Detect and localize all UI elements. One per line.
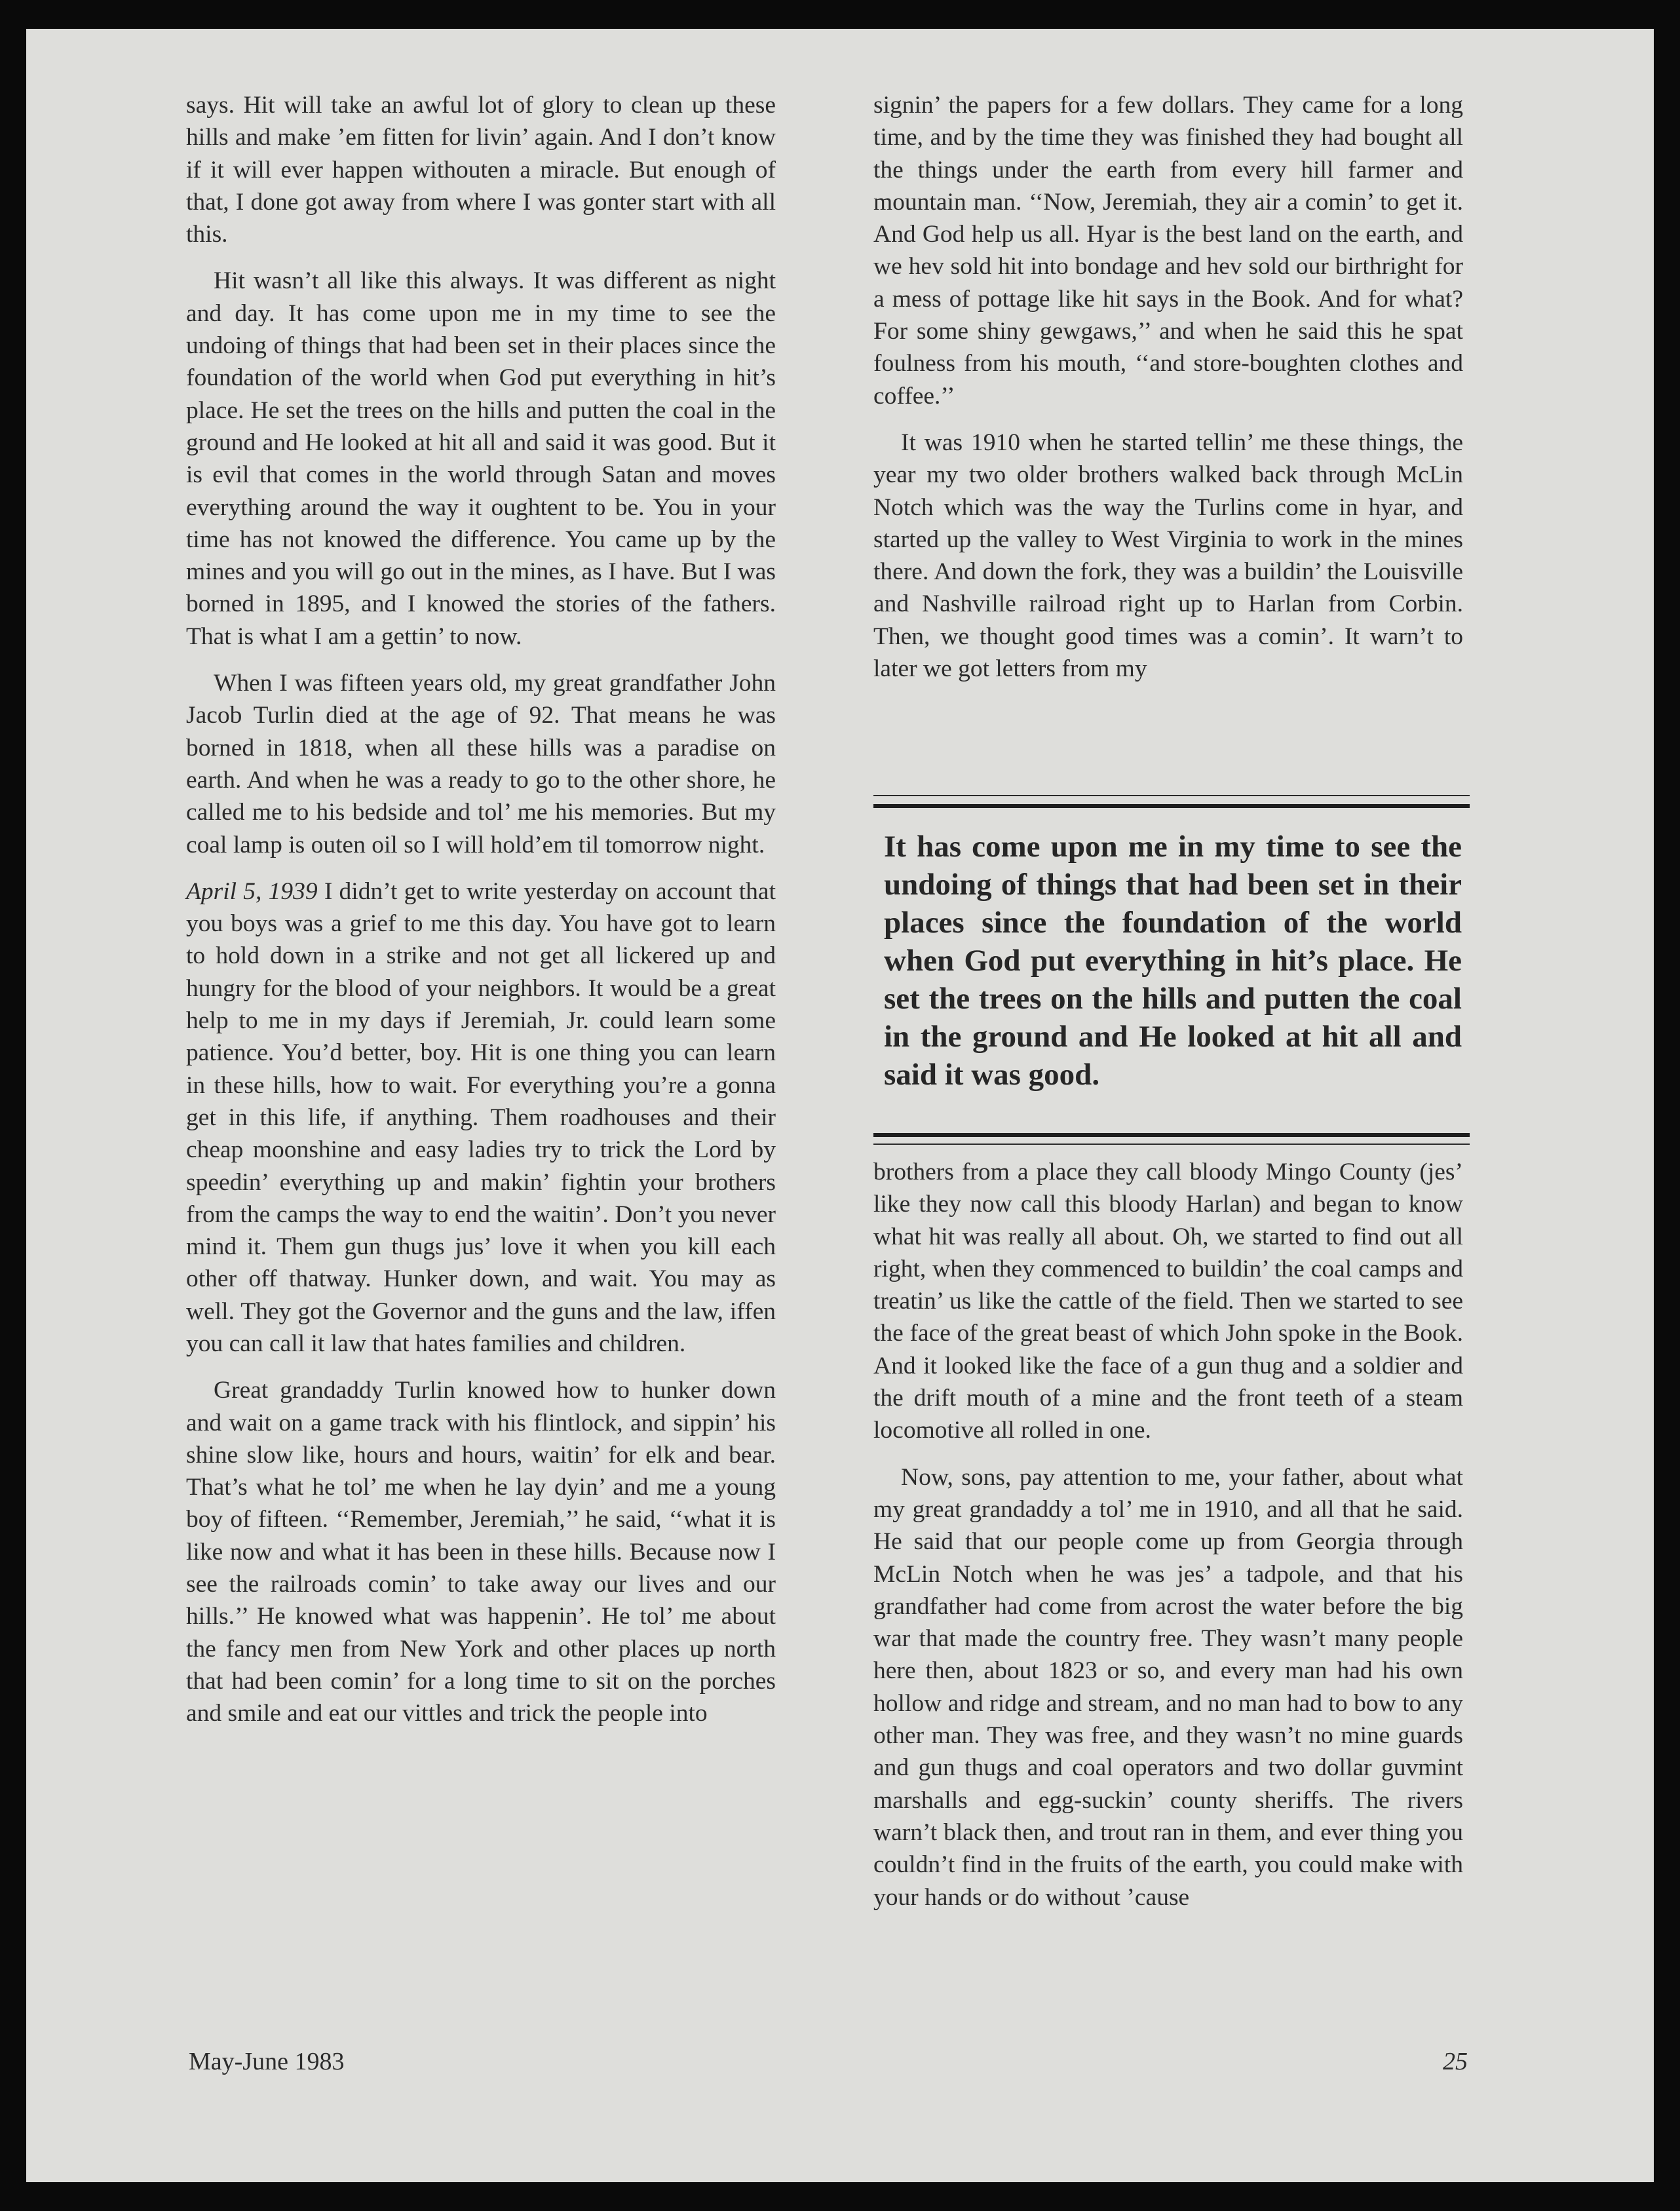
magazine-page [26, 29, 1654, 2182]
pull-quote-box [873, 795, 1470, 1145]
paragraph: When I was fifteen years old, my great grandfather John Jacob Turlin died at the age of 92. That means he was borned in 1818, when all these hills was a paradise on earth. And when he was a ready to go to the other shore, he called me to his bedside and tol’ me his memories. But my coal lamp is outen oil so I will hold’em til tomorrow night. [186, 670, 776, 858]
paragraph: Great grandaddy Turlin knowed how to hunker down and wait on a game track with his flintlock, and sippin’ his shine slow like, hours and hours, waitin’ for elk and bear. That’s what he tol’ me when he lay dyin’ and me a young boy of fifteen. ‘‘Remember, Jeremiah,’’ he said, ‘‘what it is like now and what it has been in these hills. Because now I see the railroads comin’ to take away our lives and our hills.’’ He knowed what was happenin’. He tol’ me about the fancy men from New York and other places up north that had been comin’ for a long time to sit on the porches and smile and eat our vittles and trick the people into [186, 1377, 776, 1727]
pull-quote-text: It has come upon me in my time to see the undoing of things that had been set in their places since the foundation of the world when God put everything in hit’s place. He set the trees on the hills and putten the coal in the ground and He looked at hit all and said it was good. [884, 830, 1462, 1092]
right-column-top [873, 89, 1463, 699]
paragraph: signin’ the papers for a few dollars. They came for a long time, and by the time they was finished they had bought all the things under the earth from every hill farmer and mountain man. ‘‘Now, Jeremiah, they air a comin’ to get it. And God help us all. Hyar is the best land on the earth, and we hev sold hit into bondage and hev sold our birthright for a mess of pottage like hit says in the Book. And for what? For some shiny gewgaws,’’ and when he said this he spat foulness from his mouth, ‘‘and store-boughten clothes and coffee.’’ [873, 92, 1463, 410]
diary-entry-paragraph [186, 875, 776, 1360]
pull-quote-bottom-thin-rule [873, 1144, 1470, 1145]
pull-quote-top-thick-rule [873, 804, 1470, 808]
paragraph: Now, sons, pay attention to me, your father, about what my great grandaddy a tol’ me in 1910, and all that he said. He said that our people come up from Georgia through McLin Notch when he was jes’ a tadpole, and that his grandfather had come from acrost the water before the big war that made the country free. They wasn’t many people here then, about 1823 or so, and every man had his own hollow and ridge and stream, and no man had to bow to any other man. They was free, and they wasn’t no mine guards and gun thugs and coal operators and two dollar guvmint marshalls and egg-suckin’ county sheriffs. The rivers warn’t black then, and trout ran in them, and ever thing you couldn’t find in the fruits of the earth, you could make with your hands or do without ’cause [873, 1463, 1463, 1911]
paragraph: brothers from a place they call bloody Mingo County (jes’ like they now call this bloody Harlan) and began to know what hit was really all about. Oh, we started to find out all right, when they commenced to buildin’ the coal camps and treatin’ us like the cattle of the field. Then we started to see the face of the great beast of which John spoke in the Book. And it looked like the face of a gun thug and a soldier and the drift mouth of a mine and the front teeth of a steam locomotive all rolled in one. [873, 1159, 1463, 1444]
paragraph: Hit wasn’t all like this always. It was different as night and day. It has come upon me in my time to see the undoing of things that had been set in their places since the foundation of the world when God put everything in hit’s place. He set the trees on the hills and putten the coal in the ground and He looked at hit all and said it was good. But it is evil that comes in the world through Satan and moves everything around the way it oughtent to be. You in your time has not knowed the difference. You came up by the mines and you will go out in the mines, as I have. But I was borned in 1895, and I knowed the stories of the fathers. That is what I am a gettin’ to now. [186, 267, 776, 650]
issue-date: May-June 1983 [189, 2048, 345, 2075]
diary-date: April 5, 1939 [186, 877, 318, 905]
left-column [186, 89, 776, 1744]
page-number: 25 [1443, 2048, 1468, 2075]
right-column-bottom [873, 1156, 1463, 1928]
paragraph: says. Hit will take an awful lot of glory to clean up these hills and make ’em fitten for livin’ again. And I don’t know if it will ever happen withouten a miracle. But enough of that, I done got away from where I was gonter start with all this. [186, 92, 776, 248]
diary-entry-text: I didn’t get to write yesterday on account that you boys was a grief to me this day. You have got to learn to hold down in a strike and not get all lickered up and hungry for the blood of your neighbors. It would be a great help to me in my days if Jeremiah, Jr. could learn some patience. You’d better, boy. Hit is one thing you can learn in these hills, how to wait. For everything you’re a gonna get in this life, if anything. Them roadhouses and their cheap moonshine and easy ladies try to trick the Lord by speedin’ everything up and makin’ fightin your brothers from the camps the way to end the waitin’. Don’t you never mind it. Them gun thugs jus’ love it when you kill each other off thatway. Hunker down, and wait. You may as well. They got the Governor and the guns and the law, iffen you can call it law that hates families and children. [186, 877, 776, 1357]
paragraph: It was 1910 when he started tellin’ me these things, the year my two older brothers walked back through McLin Notch which was the way the Turlins come in hyar, and started up the valley to West Virginia to work in the mines there. And down the fork, they was a buildin’ the Louisville and Nashville railroad right up to Harlan from Corbin. Then, we thought good times was a comin’. It warn’t to later we got letters from my [873, 429, 1463, 683]
